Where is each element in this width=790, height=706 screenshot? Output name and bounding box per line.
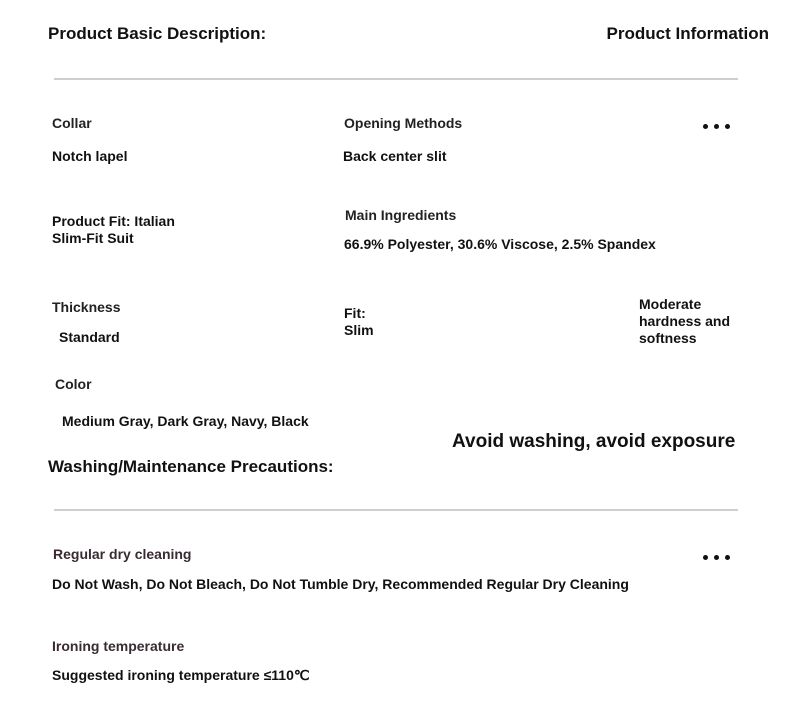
product-fit-text: Product Fit: Italian Slim-Fit Suit bbox=[52, 213, 175, 246]
dry-cleaning-label: Regular dry cleaning bbox=[53, 546, 192, 562]
product-basic-title: Product Basic Description: bbox=[48, 24, 267, 43]
main-ingredients-value: 66.9% Polyester, 30.6% Viscose, 2.5% Spandex bbox=[344, 236, 656, 252]
washing-title: Washing/Maintenance Precautions: bbox=[48, 457, 334, 476]
opening-methods-value: Back center slit bbox=[343, 148, 447, 164]
thickness-value: Standard bbox=[59, 329, 120, 345]
fit-label: Fit: bbox=[344, 305, 366, 321]
ironing-value: Suggested ironing temperature ≤110℃ bbox=[52, 667, 310, 683]
color-label: Color bbox=[55, 376, 92, 392]
product-information-title: Product Information bbox=[606, 24, 769, 43]
color-value: Medium Gray, Dark Gray, Navy, Black bbox=[62, 413, 309, 429]
hardness-text: Moderate hardness and softness bbox=[639, 296, 731, 346]
section-divider bbox=[54, 78, 738, 80]
more-icon[interactable] bbox=[703, 116, 736, 132]
care-banner: Avoid washing, avoid exposure bbox=[452, 431, 736, 452]
collar-value: Notch lapel bbox=[52, 148, 128, 164]
fit-value: Slim bbox=[344, 322, 374, 338]
main-ingredients-label: Main Ingredients bbox=[345, 207, 457, 223]
section-divider bbox=[54, 509, 738, 511]
dry-cleaning-value: Do Not Wash, Do Not Bleach, Do Not Tumble Dry, Recommended Regular Dry Cleaning bbox=[52, 576, 629, 592]
opening-methods-label: Opening Methods bbox=[344, 115, 463, 131]
thickness-label: Thickness bbox=[52, 299, 121, 315]
collar-label: Collar bbox=[52, 115, 92, 131]
more-icon[interactable] bbox=[703, 547, 736, 563]
ironing-label: Ironing temperature bbox=[52, 638, 185, 654]
